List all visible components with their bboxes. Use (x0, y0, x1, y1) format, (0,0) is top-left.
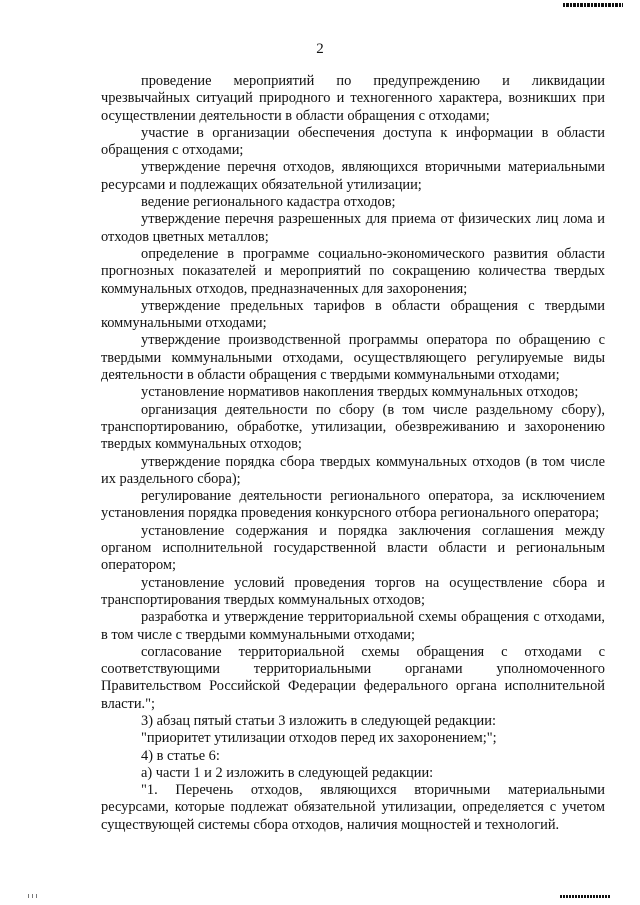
paragraph: разработка и утверждение территориальной схемы обращения с отходами, в том числе с твердыми коммунальными отходами; (101, 609, 605, 643)
paragraph: утверждение предельных тарифов в области обращения с твердыми коммунальными отходами; (101, 297, 605, 332)
scan-barcode-mark-top (563, 3, 623, 7)
document-body (101, 73, 605, 834)
page-number: 2 (316, 41, 324, 57)
paragraph: ведение регионального кадастра отходов; (141, 194, 396, 211)
paragraph: организация деятельности по сбору (в том числе раздельному сбору), транспортированию, обработке, утилизации, обезвреживанию и захоронению твердых коммунальных отходов; (101, 401, 605, 453)
paragraph: установление содержания и порядка заключения соглашения между органом исполнительной государственной власти области и региональным оператором; (101, 522, 605, 574)
paragraph: регулирование деятельности регионального оператора, за исключением установления порядка проведения конкурсного отбора регионального оператора; (101, 488, 605, 522)
paragraph: утверждение порядка сбора твердых коммунальных отходов (в том числе их раздельного сбора); (101, 453, 605, 487)
paragraph: 3) абзац пятый статьи 3 изложить в следующей редакции: (141, 712, 496, 729)
scan-mark-bottom-left (28, 894, 38, 898)
scan-barcode-mark-bottom (560, 895, 610, 898)
paragraph: участие в организации обеспечения доступа к информации в области обращения с отходами; (101, 124, 605, 159)
paragraph: установление нормативов накопления твердых коммунальных отходов; (141, 384, 579, 401)
paragraph: установление условий проведения торгов на осуществление сбора и транспортирования твердых коммунальных отходов; (101, 574, 605, 608)
paragraph: проведение мероприятий по предупреждению и ликвидации чрезвычайных ситуаций природного и техногенного характера, возникших при осуществлении деятельности в области обращения с отходами; (101, 73, 605, 124)
paragraph: согласование территориальной схемы обращения с отходами с соответствующими территориальными органами уполномоченного Правительством Российской Федерации федерального органа исполнительной власти."; (101, 643, 605, 712)
paragraph: а) части 1 и 2 изложить в следующей редакции: (141, 764, 434, 781)
paragraph: "1. Перечень отходов, являющихся вторичными материальными ресурсами, которые подлежат обязательной утилизации, определяется с учетом существующей системы сбора отходов, наличия мощностей и технологий. (101, 782, 605, 833)
paragraph: "приоритет утилизации отходов перед их захоронением;"; (141, 730, 497, 747)
paragraph: определение в программе социально-экономического развития области прогнозных показателей и мероприятий по сокращению количества твердых коммунальных отходов, предназначенных для захоронения; (101, 245, 605, 297)
paragraph: утверждение производственной программы оператора по обращению с твердыми коммунальными отходами, осуществляющего регулируемые виды деятельности в области обращения с твердыми коммунальными отходами; (101, 332, 605, 384)
paragraph: утверждение перечня отходов, являющихся вторичными материальными ресурсами и подлежащих обязательной утилизации; (101, 159, 605, 193)
paragraph: утверждение перечня разрешенных для приема от физических лиц лома и отходов цветных металлов; (101, 211, 605, 245)
paragraph: 4) в статье 6: (141, 747, 220, 764)
